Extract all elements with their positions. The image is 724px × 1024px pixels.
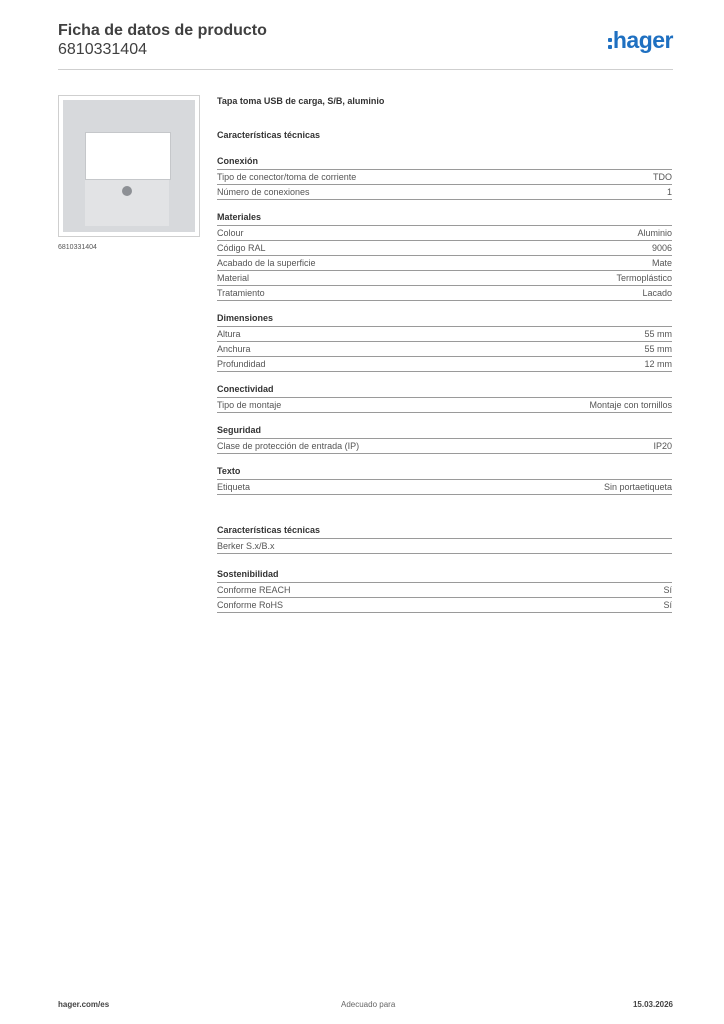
logo-text: hager <box>612 27 673 53</box>
section-title: Conectividad <box>217 384 274 394</box>
spec-section <box>217 424 672 454</box>
section-title: Conexión <box>217 156 259 166</box>
section-title: Materiales <box>217 212 262 222</box>
spec-row <box>217 439 672 454</box>
section-title: Seguridad <box>217 425 262 435</box>
spec-label: Conforme REACH <box>217 585 291 595</box>
spec-value: 12 mm <box>644 359 672 369</box>
spec-row <box>217 271 672 286</box>
spec-row <box>217 583 672 598</box>
spec-label: Acabado de la superficie <box>217 258 316 268</box>
spec-label: Clase de protección de entrada (IP) <box>217 441 360 451</box>
footer-note: Adecuado para <box>341 1000 396 1009</box>
spec-label: Material <box>217 273 250 283</box>
spec-label: Altura <box>217 329 241 339</box>
spec-sections <box>217 155 672 495</box>
product-image-caption: 6810331404 <box>58 244 97 251</box>
usb-window-graphic <box>85 132 171 180</box>
spec-value: Sin portaetiqueta <box>603 482 672 492</box>
usb-indicator-icon <box>122 186 132 196</box>
spec-row <box>217 286 672 301</box>
spec-sheet <box>217 95 672 613</box>
spec-label: Tipo de conector/toma de corriente <box>217 172 357 182</box>
document-title: Ficha de datos de producto <box>58 22 267 39</box>
spec-value: 1 <box>666 187 672 197</box>
spec-value: IP20 <box>653 441 672 451</box>
product-image <box>58 95 200 237</box>
spec-row <box>217 226 672 241</box>
spec-value: Montaje con tornillos <box>589 400 672 410</box>
spec-row <box>217 170 672 185</box>
section-title: Dimensiones <box>217 313 274 323</box>
spec-row <box>217 357 672 372</box>
page-header <box>58 21 673 70</box>
spec-table <box>217 582 672 613</box>
spec-value: Termoplástico <box>616 273 672 283</box>
hager-logo <box>608 27 673 54</box>
spec-value: 55 mm <box>644 344 672 354</box>
footer-website: hager.com/es <box>58 1000 110 1009</box>
spec-label: Profundidad <box>217 359 266 369</box>
spec-label: Conforme RoHS <box>217 600 284 610</box>
product-name: Tapa toma USB de carga, S/B, aluminio <box>217 96 385 106</box>
spec-value: Mate <box>651 258 672 268</box>
spec-table <box>217 538 672 554</box>
logo-colon-icon <box>608 32 612 49</box>
spec-value: Lacado <box>642 288 672 298</box>
spec-label: Código RAL <box>217 243 266 253</box>
spec-table <box>217 438 672 454</box>
spec-label: Colour <box>217 228 244 238</box>
spec-section-sostenibilidad <box>217 568 672 613</box>
spec-table <box>217 326 672 372</box>
section-title: Sostenibilidad <box>217 569 279 579</box>
spec-row <box>217 256 672 271</box>
spec-value: 9006 <box>651 243 672 253</box>
spec-value: 55 mm <box>644 329 672 339</box>
spec-label: Berker S.x/B.x <box>217 541 275 551</box>
spec-label: Tipo de montaje <box>217 400 282 410</box>
spec-table <box>217 225 672 301</box>
spec-table <box>217 169 672 200</box>
spec-label: Tratamiento <box>217 288 265 298</box>
spec-value: Aluminio <box>637 228 672 238</box>
spec-row <box>217 598 672 613</box>
spec-section <box>217 465 672 495</box>
spec-row <box>217 241 672 256</box>
spec-section <box>217 155 672 200</box>
spec-section <box>217 312 672 372</box>
technical-characteristics-heading-2: Características técnicas <box>217 525 321 535</box>
spec-label: Anchura <box>217 344 251 354</box>
document-product-number: 6810331404 <box>58 41 147 58</box>
spec-row <box>217 342 672 357</box>
spec-table <box>217 397 672 413</box>
cover-plate-graphic <box>63 100 195 232</box>
spec-value: Sí <box>663 585 672 595</box>
spec-section <box>217 211 672 301</box>
spec-row <box>217 398 672 413</box>
spec-row <box>217 539 672 554</box>
section-title: Texto <box>217 466 241 476</box>
spec-row <box>217 480 672 495</box>
spec-value: Sí <box>663 600 672 610</box>
footer-date: 15.03.2026 <box>632 1000 673 1009</box>
spec-row <box>217 327 672 342</box>
spec-label: Etiqueta <box>217 482 251 492</box>
spec-table <box>217 479 672 495</box>
spec-section <box>217 383 672 413</box>
technical-characteristics-heading: Características técnicas <box>217 130 321 140</box>
spec-row <box>217 185 672 200</box>
spec-label: Número de conexiones <box>217 187 310 197</box>
spec-value: TDO <box>653 172 672 182</box>
